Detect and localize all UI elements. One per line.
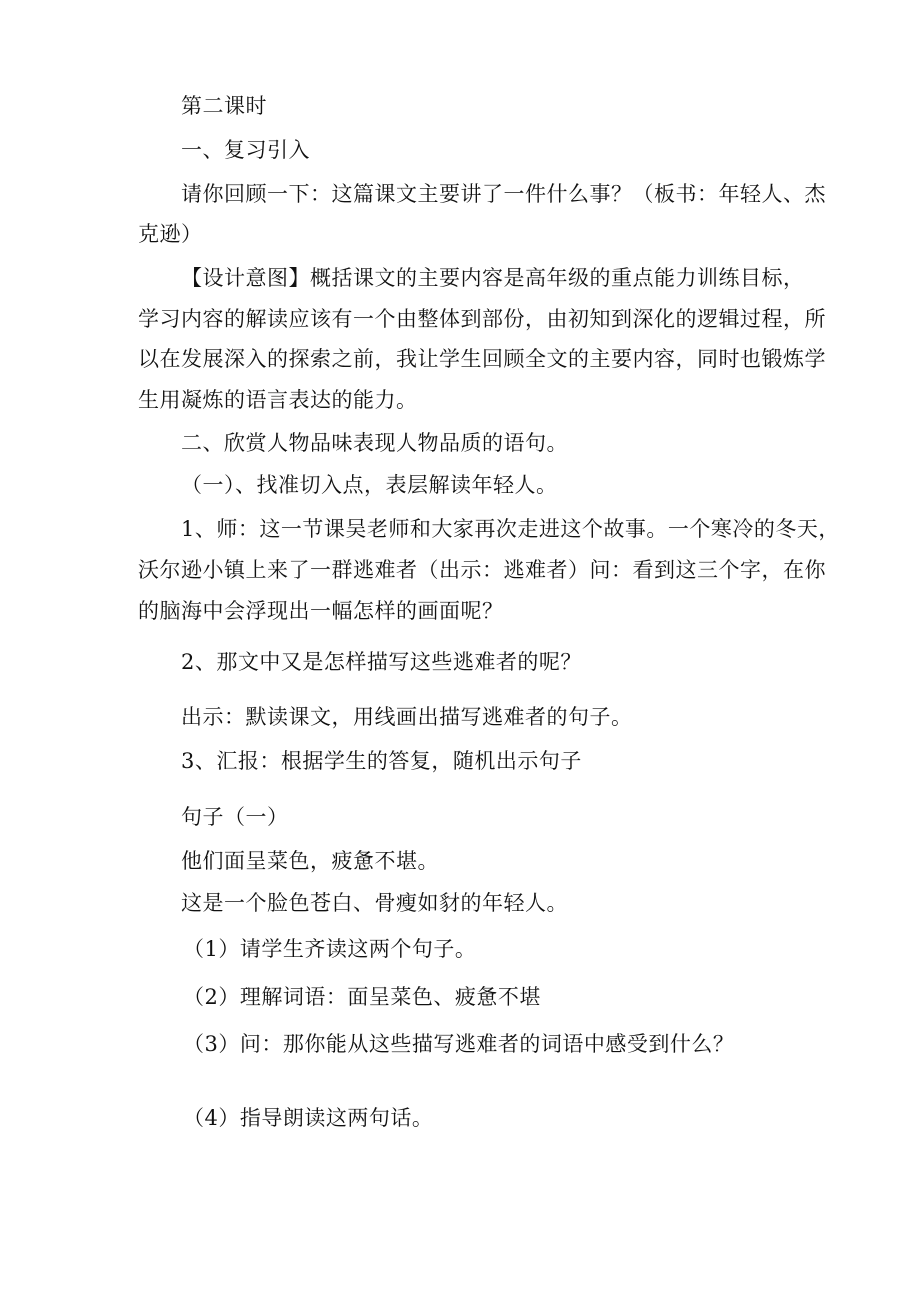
item-1-line-2: 沃尔逊小镇上来了一群逃难者（出示：逃难者）问：看到这三个字，在你: [138, 558, 826, 582]
design-intent-line-4: 生用凝炼的语言表达的能力。: [138, 388, 418, 412]
show-instruction: 出示：默读课文，用线画出描写逃难者的句子。: [181, 705, 633, 729]
section-2-sub-heading: （一）、找准切入点，表层解读年轻人。: [181, 473, 558, 497]
sentence-2: 这是一个脸色苍白、骨瘦如豺的年轻人。: [181, 891, 568, 915]
step-2: （2）理解词语：面呈菜色、疲惫不堪: [183, 985, 541, 1009]
step-3: （3）问：那你能从这些描写逃难者的词语中感受到什么？: [183, 1032, 735, 1056]
item-1-line-1: 1、师：这一节课吴老师和大家再次走进这个故事。一个寒冷的冬天，: [181, 517, 840, 541]
design-intent-line-1: 【设计意图】概括课文的主要内容是高年级的重点能力训练目标，: [181, 266, 805, 290]
review-question-line-1: 请你回顾一下：这篇课文主要讲了一件什么事？（板书：年轻人、杰: [181, 182, 826, 206]
section-2-heading: 二、欣赏人物品味表现人物品质的语句。: [181, 431, 568, 455]
item-2: 2、那文中又是怎样描写这些逃难者的呢？: [181, 650, 582, 674]
step-4: （4）指导朗读这两句话。: [183, 1106, 434, 1130]
sentence-1: 他们面呈菜色，疲惫不堪。: [181, 849, 439, 873]
design-intent-line-3: 以在发展深入的探索之前，我让学生回顾全文的主要内容，同时也锻炼学: [138, 347, 826, 371]
lesson-title: 第二课时: [181, 94, 267, 118]
sentence-group-label: 句子（一）: [181, 805, 289, 829]
review-question-line-2: 克逊）: [138, 222, 203, 246]
step-1: （1）请学生齐读这两个句子。: [183, 937, 477, 961]
section-1-heading: 一、复习引入: [181, 138, 310, 162]
item-1-line-3: 的脑海中会浮现出一幅怎样的画面呢？: [138, 599, 504, 623]
item-3: 3、汇报：根据学生的答复，随机出示句子: [181, 749, 582, 773]
design-intent-line-2: 学习内容的解读应该有一个由整体到部份，由初知到深化的逻辑过程，所: [138, 307, 826, 331]
